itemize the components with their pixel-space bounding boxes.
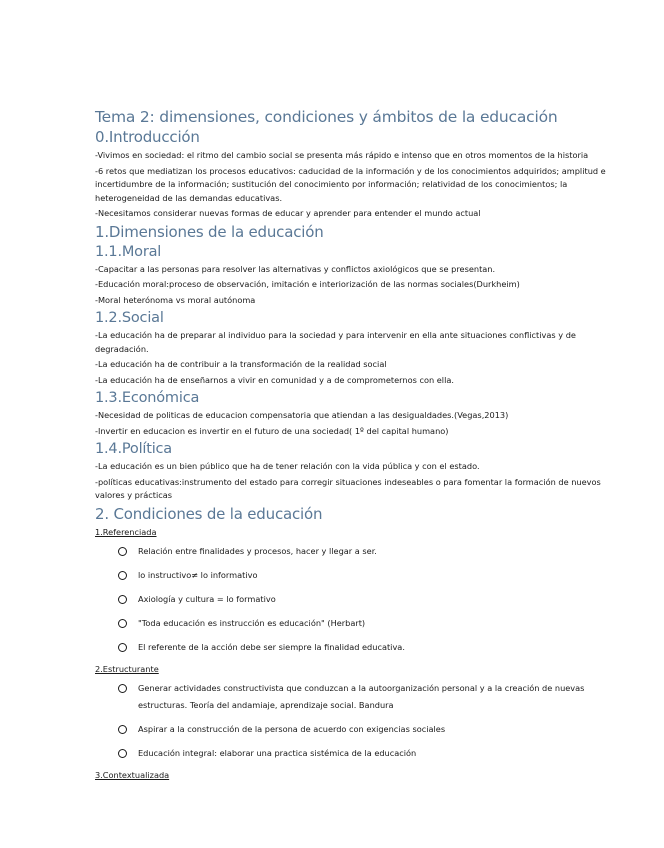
paragraph: -6 retos que mediatizan los procesos educativos: caducidad de la información y de los conocimientos adquiridos; amplitud e incertidumbre de la información; sustitución del conocimiento por información; relatividad de los conocimientos; la heterogeneidad de las demandas educativas. — [95, 165, 606, 203]
list-item-text: Generar actividades constructivista que conduzcan a la autoorganización personal y a la creación de nuevas estructuras. Teoría del andamiaje, aprendizaje social. Bandura — [138, 682, 585, 710]
paragraph: -Invertir en educacion es invertir en el futuro de una sociedad( 1º del capital humano) — [95, 425, 449, 436]
list-item — [118, 680, 624, 714]
paragraph: -Capacitar a las personas para resolver las alternativas y conflictos axiológicos que se presentan. — [95, 263, 496, 274]
hollow-circle-bullet-icon — [118, 749, 127, 758]
subheading-referenciada: 1.Referenciada — [95, 526, 157, 537]
list-item — [118, 615, 624, 632]
list-item-text: Educación integral: elaborar una practica sistémica de la educación — [138, 747, 417, 758]
subsection-heading-moral: 1.1.Moral — [95, 243, 162, 260]
hollow-circle-bullet-icon — [118, 684, 127, 693]
paragraph: -políticas educativas:instrumento del estado para corregir situaciones indeseables o para fomentar la formación de nuevos valores y prácticas — [95, 476, 601, 500]
list-item-text: El referente de la acción debe ser siempre la finalidad educativa. — [138, 641, 405, 652]
hollow-circle-bullet-icon — [118, 725, 127, 734]
paragraph: -La educación ha de preparar al individuo para la sociedad y para intervenir en ella ante situaciones conflictivas y de degradación. — [95, 330, 576, 354]
list-item — [118, 567, 624, 584]
section-heading-introduccion: 0.Introducción — [95, 128, 200, 146]
page-title: Tema 2: dimensiones, condiciones y ámbitos de la educación — [95, 108, 558, 126]
list-item-text: Aspirar a la construcción de la persona de acuerdo con exigencias sociales — [138, 723, 446, 734]
list-item — [118, 745, 624, 762]
subsection-heading-economica: 1.3.Económica — [95, 390, 200, 406]
hollow-circle-bullet-icon — [118, 595, 127, 604]
list-item-text: Axiología y cultura = lo formativo — [138, 593, 276, 604]
bullet-list-referenciada — [95, 543, 624, 656]
paragraph: -Necesitamos considerar nuevas formas de educar y aprender para entender el mundo actual — [95, 208, 481, 218]
bullet-list-estructurante — [95, 680, 624, 762]
paragraph: -Vivimos en sociedad: el ritmo del cambio social se presenta más rápido e intenso que en otros momentos de la historia — [95, 150, 589, 160]
list-item-text: Relación entre finalidades y procesos, hacer y llegar a ser. — [138, 545, 377, 556]
paragraph: -Educación moral:proceso de observación, imitación e interiorización de las normas sociales(Durkheim) — [95, 279, 520, 289]
subheading-contextualizada: 3.Contextualizada — [95, 769, 170, 780]
subheading-estructurante: 2.Estructurante — [95, 663, 159, 674]
list-item — [118, 591, 624, 608]
hollow-circle-bullet-icon — [118, 571, 127, 580]
section-heading-dimensiones: 1.Dimensiones de la educación — [95, 222, 324, 241]
list-item — [118, 721, 624, 738]
paragraph: -Moral heterónoma vs moral autónoma — [95, 294, 256, 305]
paragraph: -La educación ha de contribuir a la transformación de la realidad social — [95, 359, 387, 369]
paragraph: -La educación ha de enseñarnos a vivir en comunidad y a de comprometernos con ella. — [95, 374, 454, 385]
hollow-circle-bullet-icon — [118, 619, 127, 628]
list-item-text: lo instructivo≠ lo informativo — [138, 569, 258, 580]
hollow-circle-bullet-icon — [118, 547, 127, 556]
paragraph: -Necesidad de politicas de educacion compensatoria que atiendan a las desigualdades.(Vegas,2013) — [95, 410, 509, 420]
subsection-heading-social: 1.2.Social — [95, 310, 164, 326]
section-heading-condiciones: 2. Condiciones de la educación — [95, 504, 323, 523]
subsection-heading-politica: 1.4.Política — [95, 441, 172, 457]
list-item-text: "Toda educación es instrucción es educación" (Herbart) — [138, 617, 366, 628]
list-item — [118, 543, 624, 560]
paragraph: -La educación es un bien público que ha de tener relación con la vida pública y con el estado. — [95, 461, 480, 471]
list-item — [118, 639, 624, 656]
hollow-circle-bullet-icon — [118, 643, 127, 652]
